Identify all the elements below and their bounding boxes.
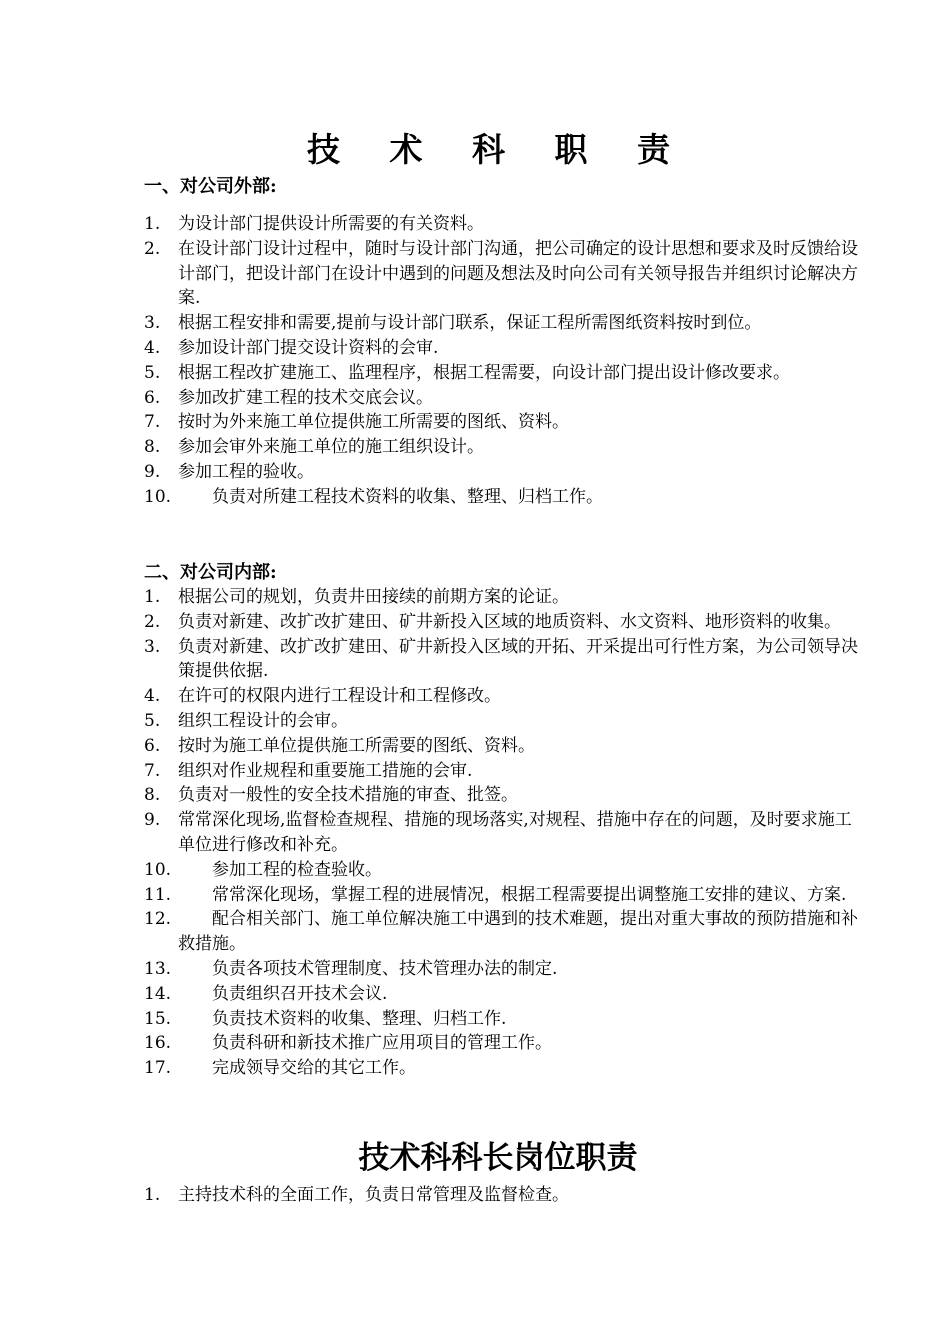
item-number: 17. xyxy=(144,1058,172,1079)
list-item xyxy=(144,410,864,435)
list-item xyxy=(144,734,864,759)
item-number: 1. xyxy=(144,214,161,234)
list-item xyxy=(144,709,864,734)
item-text: 主持技术科的全面工作，负责日常管理及监督检查。 xyxy=(178,1185,569,1205)
list-item xyxy=(144,1183,864,1208)
list-item xyxy=(144,783,864,808)
item-text: 为设计部门提供设计所需要的有关资料。 xyxy=(178,214,484,234)
item-number: 8. xyxy=(144,437,161,458)
item-text: 根据工程安排和需要,提前与设计部门联系，保证工程所需图纸资料按时到位。 xyxy=(178,313,762,334)
item-text: 在许可的权限内进行工程设计和工程修改。 xyxy=(178,686,501,707)
item-text: 参加会审外来施工单位的施工组织设计。 xyxy=(178,437,484,458)
list-item xyxy=(144,858,864,883)
item-text: 参加设计部门提交设计资料的会审. xyxy=(178,337,439,358)
item-number: 5. xyxy=(144,710,161,731)
chief-duties-list xyxy=(144,1183,864,1208)
item-number: 10. xyxy=(144,859,172,880)
item-text: 根据公司的规划，负责井田接续的前期方案的论证。 xyxy=(178,587,569,607)
item-text: 负责对新建、改扩改扩建田、矿井新投入区域的开拓、开采提出可行性方案，为公司领导决策提供依据. xyxy=(178,636,858,682)
external-duties-list xyxy=(144,212,864,510)
list-item xyxy=(144,311,864,336)
item-number: 3. xyxy=(144,636,161,657)
item-text: 完成领导交给的其它工作。 xyxy=(212,1058,416,1079)
item-text: 负责组织召开技术会议. xyxy=(212,983,388,1004)
list-item xyxy=(144,883,864,908)
item-text: 负责技术资料的收集、整理、归档工作. xyxy=(212,1008,507,1029)
list-item xyxy=(144,460,864,485)
item-number: 7. xyxy=(144,412,161,433)
item-number: 2. xyxy=(144,611,161,632)
item-text: 根据工程改扩建施工、监理程序，根据工程需要，向设计部门提出设计修改要求。 xyxy=(178,362,790,383)
item-number: 2. xyxy=(144,238,161,259)
item-number: 8. xyxy=(144,785,161,806)
list-item xyxy=(144,361,864,386)
item-text: 常常深化现场，掌握工程的进展情况，根据工程需要提出调整施工安排的建议、方案. xyxy=(212,884,847,905)
section-heading-external: 一、对公司外部: xyxy=(144,176,277,197)
item-text: 负责对新建、改扩改扩建田、矿井新投入区域的地质资料、水文资料、地形资料的收集。 xyxy=(178,611,841,632)
list-item xyxy=(144,485,864,510)
list-item xyxy=(144,957,864,982)
item-text: 参加工程的检查验收。 xyxy=(212,859,382,880)
list-item xyxy=(144,1007,864,1032)
item-text: 负责科研和新技术推广应用项目的管理工作。 xyxy=(212,1033,552,1054)
item-number: 9. xyxy=(144,461,161,482)
item-number: 4. xyxy=(144,686,161,707)
list-item xyxy=(144,907,864,957)
page-title: 技 术 科 职 责 xyxy=(307,130,689,169)
list-item xyxy=(144,684,864,709)
list-item xyxy=(144,759,864,784)
internal-duties-list xyxy=(144,585,864,1081)
list-item xyxy=(144,336,864,361)
list-item xyxy=(144,635,864,685)
item-number: 5. xyxy=(144,362,161,383)
item-number: 4. xyxy=(144,337,161,358)
item-text: 负责各项技术管理制度、技术管理办法的制定. xyxy=(212,958,558,979)
section-title-chief-duties: 技术科科长岗位职责 xyxy=(358,1140,638,1176)
item-text: 负责对所建工程技术资料的收集、整理、归档工作。 xyxy=(212,486,603,507)
item-text: 参加工程的验收。 xyxy=(178,461,314,482)
item-number: 3. xyxy=(144,313,161,334)
list-item xyxy=(144,585,864,610)
item-text: 负责对一般性的安全技术措施的审查、批签。 xyxy=(178,785,518,806)
list-item xyxy=(144,237,864,311)
item-number: 15. xyxy=(144,1008,172,1029)
list-item xyxy=(144,1031,864,1056)
item-number: 10. xyxy=(144,486,172,507)
item-number: 12. xyxy=(144,909,172,930)
item-text: 配合相关部门、施工单位解决施工中遇到的技术难题，提出对重大事故的预防措施和补救措施。 xyxy=(178,909,858,955)
item-number: 13. xyxy=(144,958,172,979)
item-number: 1. xyxy=(144,587,161,607)
section-heading-internal: 二、对公司内部: xyxy=(144,562,277,583)
list-item xyxy=(144,435,864,460)
list-item xyxy=(144,982,864,1007)
item-number: 7. xyxy=(144,760,161,781)
item-text: 常常深化现场,监督检查规程、措施的现场落实,对规程、措施中存在的问题，及时要求施工单位进行修改和补充。 xyxy=(178,810,852,855)
item-text: 按时为施工单位提供施工所需要的图纸、资料。 xyxy=(178,735,535,756)
list-item xyxy=(144,1056,864,1081)
item-number: 6. xyxy=(144,387,161,408)
item-number: 6. xyxy=(144,735,161,756)
item-text: 在设计部门设计过程中，随时与设计部门沟通，把公司确定的设计思想和要求及时反馈给设计部门，把设计部门在设计中遇到的问题及想法及时向公司有关领导报告并组织讨论解决方案. xyxy=(178,238,858,309)
item-text: 参加改扩建工程的技术交底会议。 xyxy=(178,387,433,408)
list-item xyxy=(144,610,864,635)
list-item xyxy=(144,212,864,237)
item-text: 组织对作业规程和重要施工措施的会审. xyxy=(178,760,473,781)
item-number: 16. xyxy=(144,1033,172,1054)
item-text: 按时为外来施工单位提供施工所需要的图纸、资料。 xyxy=(178,412,569,433)
item-number: 14. xyxy=(144,983,172,1004)
item-number: 1. xyxy=(144,1185,161,1205)
item-text: 组织工程设计的会审。 xyxy=(178,710,348,731)
item-number: 9. xyxy=(144,810,161,831)
list-item xyxy=(144,386,864,411)
list-item xyxy=(144,808,864,858)
item-number: 11. xyxy=(144,884,172,905)
